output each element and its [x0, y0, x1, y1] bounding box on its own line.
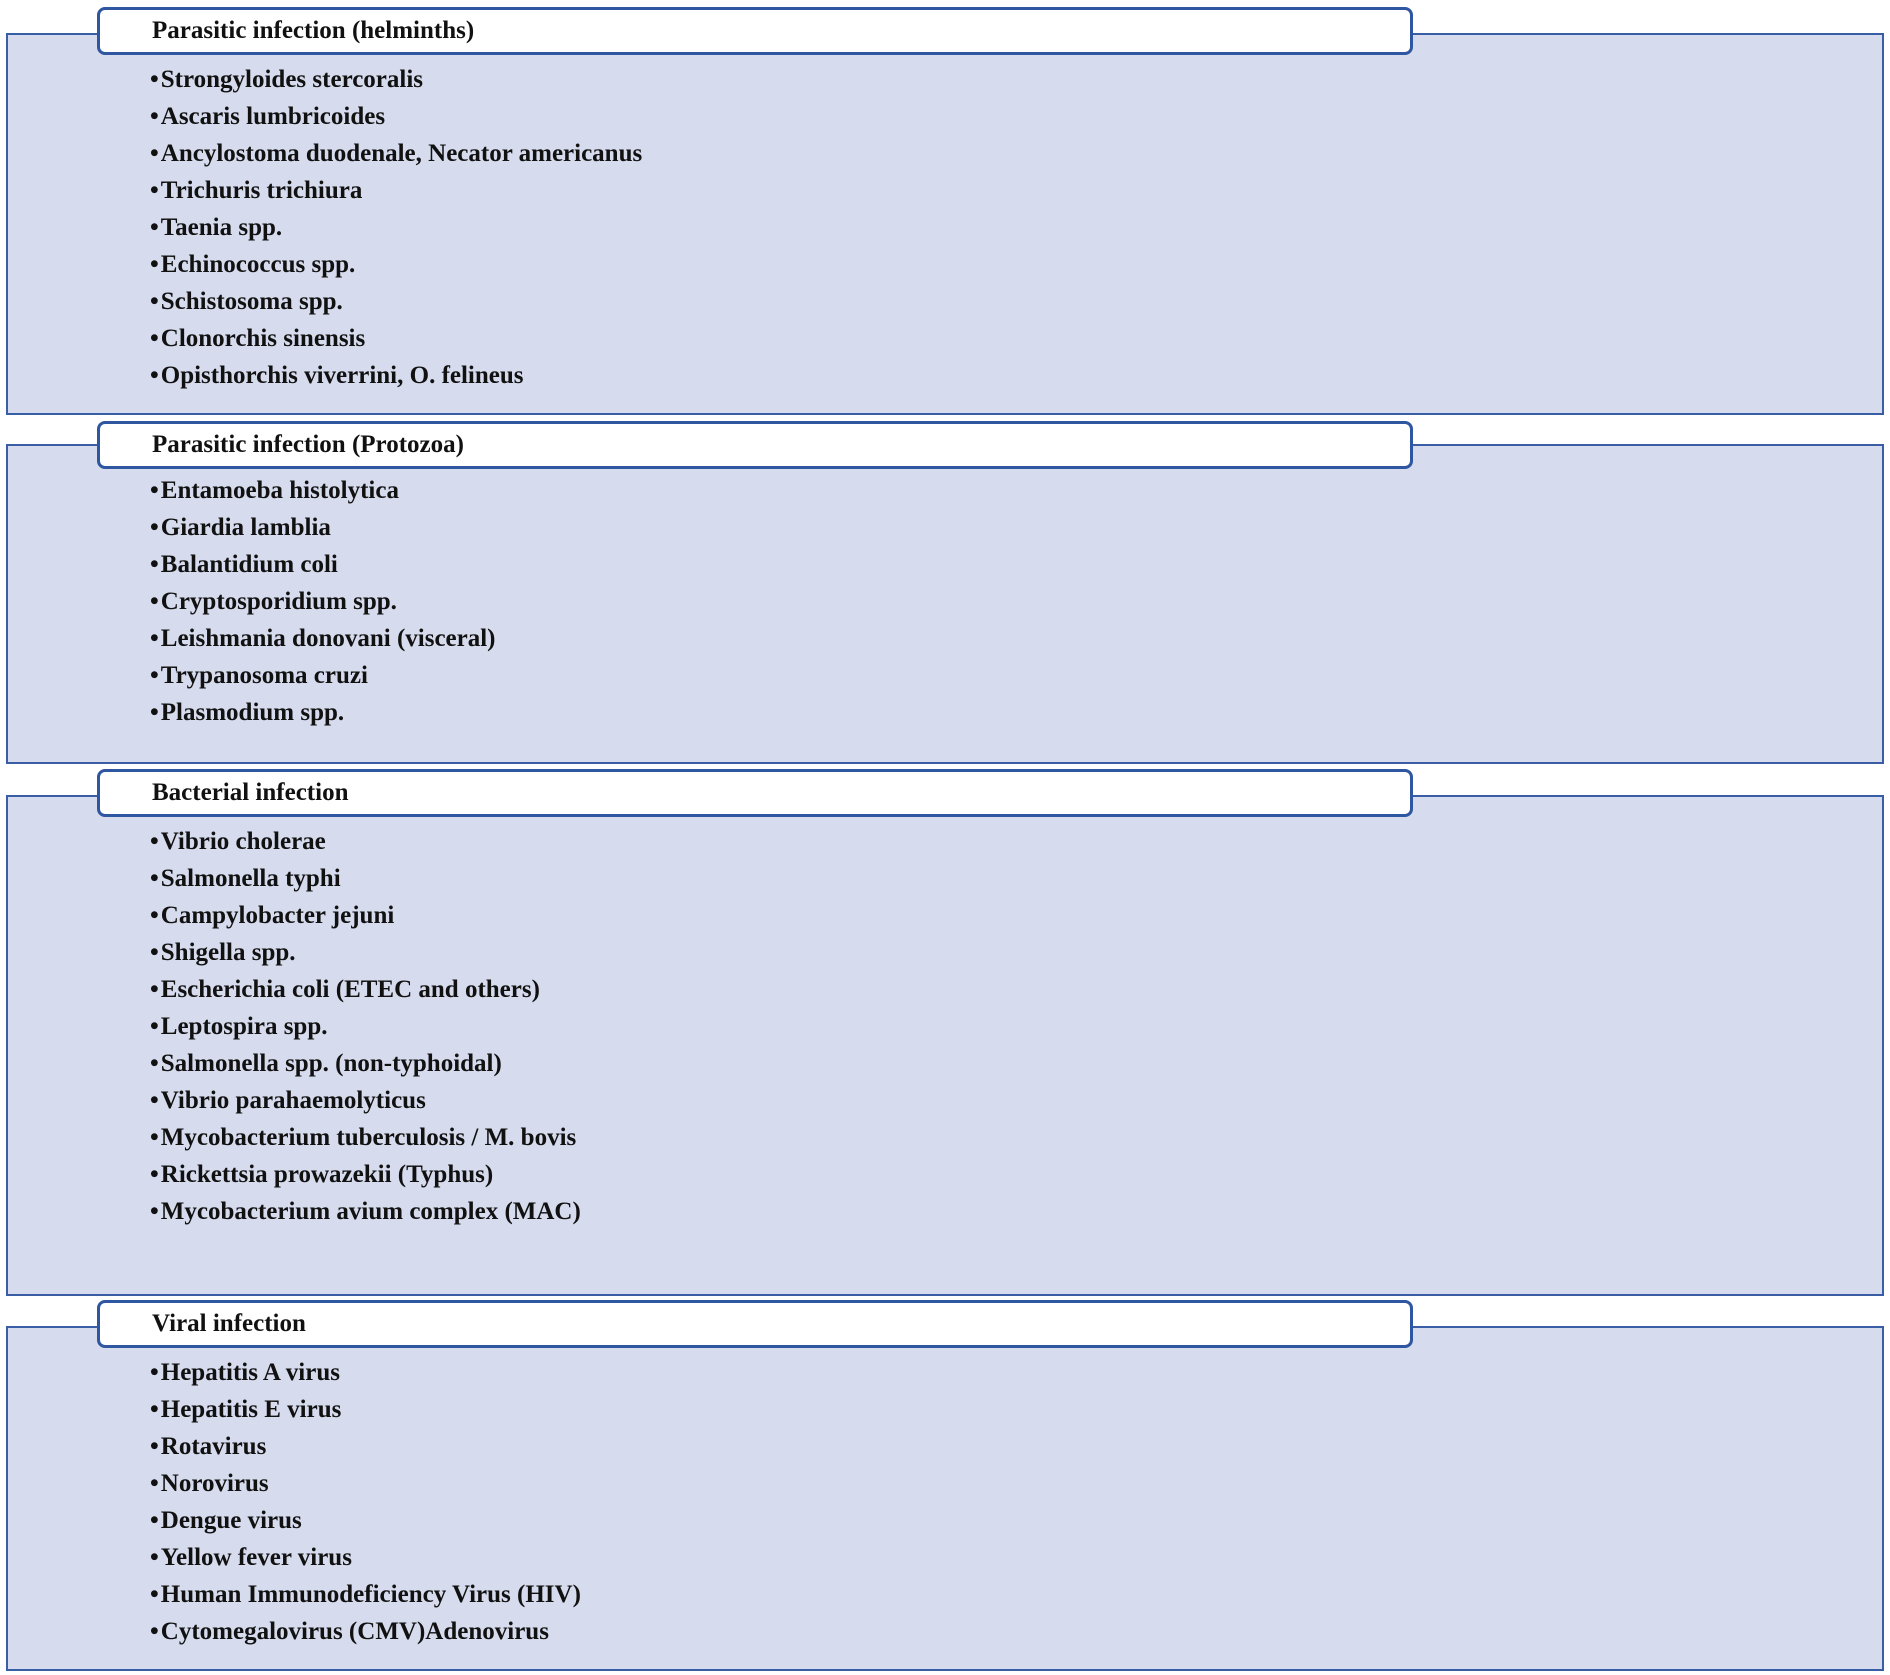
list-item: •Salmonella spp. (non-typhoidal) — [150, 1050, 502, 1077]
section-title: Bacterial infection — [97, 769, 1413, 817]
list-item: •Entamoeba histolytica — [150, 477, 399, 504]
list-item: •Human Immunodeficiency Virus (HIV) — [150, 1581, 581, 1608]
list-item: •Escherichia coli (ETEC and others) — [150, 976, 540, 1003]
list-item: •Trichuris trichiura — [150, 177, 363, 204]
list-item: •Echinococcus spp. — [150, 251, 356, 278]
section-title: Parasitic infection (helminths) — [97, 7, 1413, 55]
section-title: Parasitic infection (Protozoa) — [97, 421, 1413, 469]
item-list — [150, 1354, 581, 1650]
item-list — [150, 61, 642, 394]
item-list — [150, 472, 496, 731]
list-item: •Opisthorchis viverrini, O. felineus — [150, 362, 524, 389]
list-item: •Mycobacterium tuberculosis / M. bovis — [150, 1124, 577, 1151]
list-item: •Dengue virus — [150, 1507, 302, 1534]
list-item: •Ascaris lumbricoides — [150, 103, 386, 130]
list-item: •Leishmania donovani (visceral) — [150, 625, 496, 652]
list-item: •Hepatitis A virus — [150, 1359, 340, 1386]
list-item: •Vibrio parahaemolyticus — [150, 1087, 426, 1114]
list-item: •Campylobacter jejuni — [150, 902, 395, 929]
list-item: •Balantidium coli — [150, 551, 338, 578]
list-item: •Schistosoma spp. — [150, 288, 343, 315]
list-item: •Leptospira spp. — [150, 1013, 328, 1040]
list-item: •Mycobacterium avium complex (MAC) — [150, 1198, 581, 1225]
list-item: •Ancylostoma duodenale, Necator americanus — [150, 140, 643, 167]
list-item: •Hepatitis E virus — [150, 1396, 342, 1423]
list-item: •Salmonella typhi — [150, 865, 341, 892]
list-item: •Rotavirus — [150, 1433, 267, 1460]
list-item: •Cytomegalovirus (CMV)Adenovirus — [150, 1618, 549, 1645]
list-item: •Cryptosporidium spp. — [150, 588, 397, 615]
list-item: •Norovirus — [150, 1470, 269, 1497]
list-item: •Clonorchis sinensis — [150, 325, 366, 352]
list-item: •Yellow fever virus — [150, 1544, 352, 1571]
list-item: •Rickettsia prowazekii (Typhus) — [150, 1161, 494, 1188]
item-list — [150, 823, 581, 1230]
list-item: •Trypanosoma cruzi — [150, 662, 368, 689]
list-item: •Strongyloides stercoralis — [150, 66, 424, 93]
list-item: •Vibrio cholerae — [150, 828, 326, 855]
list-item: •Taenia spp. — [150, 214, 283, 241]
list-item: •Giardia lamblia — [150, 514, 331, 541]
list-item: •Plasmodium spp. — [150, 699, 345, 726]
section-title: Viral infection — [97, 1300, 1413, 1348]
list-item: •Shigella spp. — [150, 939, 296, 966]
